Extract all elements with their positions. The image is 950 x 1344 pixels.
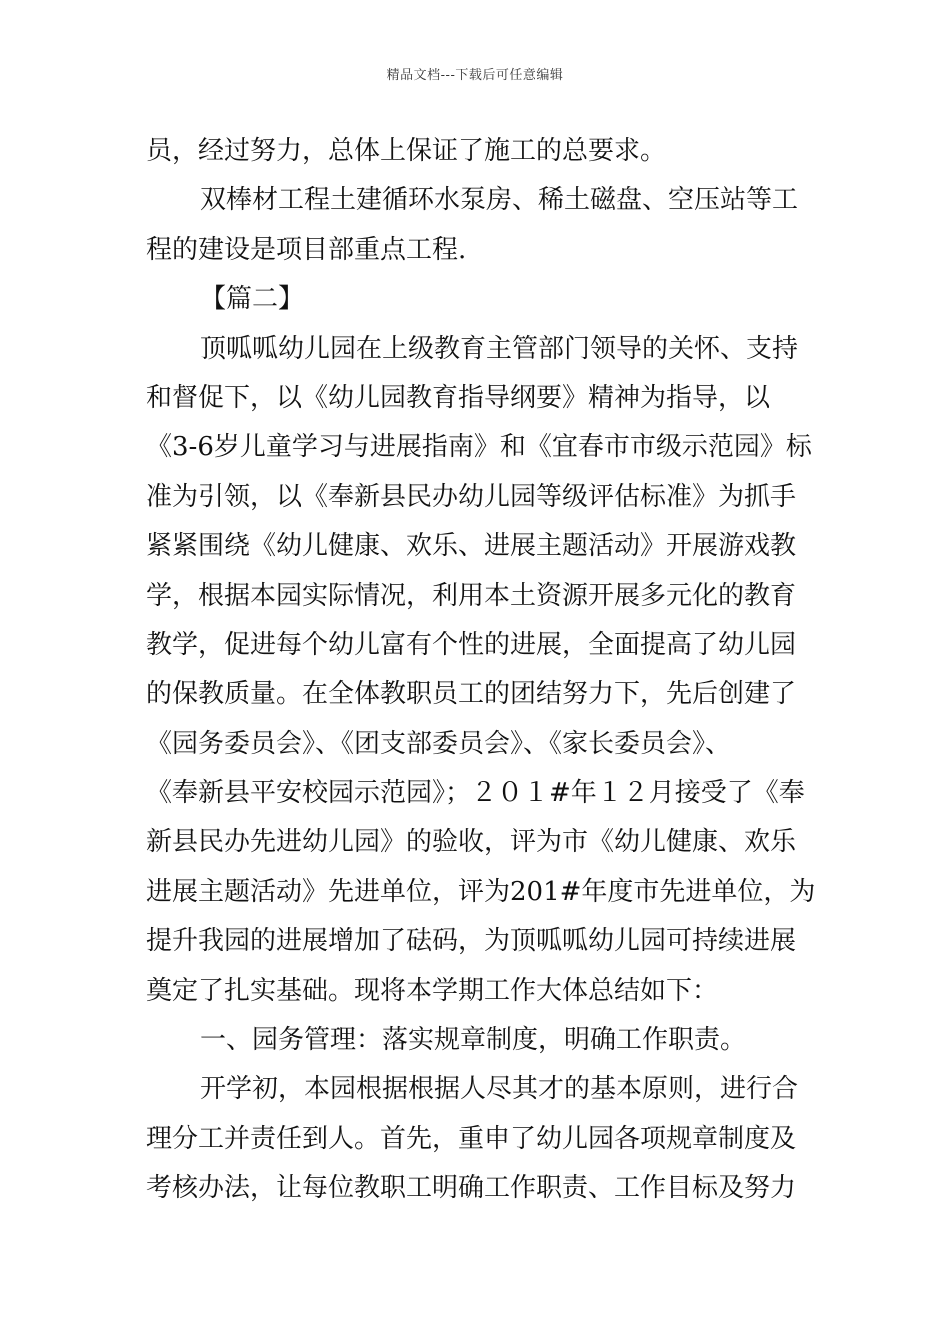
- subsection-heading: 一、园务管理：落实规章制度，明确工作职责。: [200, 1025, 747, 1056]
- text-line: 员，经过努力，总体上保证了施工的总要求。: [146, 136, 667, 166]
- text-line: 和督促下，以《幼儿园教育指导纲要》精神为指导，以: [146, 382, 771, 413]
- section-heading: 【篇二】: [200, 284, 305, 315]
- text-line: 提升我园的进展增加了砝码，为顶呱呱幼儿园可持续进展: [146, 926, 797, 957]
- text-line: 学，根据本园实际情况，利用本土资源开展多元化的教育: [146, 580, 797, 611]
- text-line: 准为引领，以《奉新县民办幼儿园等级评估标准》为抓手: [146, 481, 797, 512]
- text-line: 进展主题活动》先进单位，评为201#年度市先进单位，为: [146, 876, 816, 907]
- text-line: 双棒材工程土建循环水泵房、稀土磁盘、空压站等工: [200, 185, 799, 216]
- page-header: 精品文档---下载后可任意编辑: [386, 68, 564, 83]
- text-line: 新县民办先进幼儿园》的验收，评为市《幼儿健康、欢乐: [146, 827, 797, 858]
- text-line: 教学，促进每个幼儿富有个性的进展，全面提高了幼儿园: [146, 629, 797, 660]
- text-line: 《3-6岁儿童学习与进展指南》和《宜春市市级示范园》标: [146, 432, 812, 463]
- text-line: 奠定了扎实基础。现将本学期工作大体总结如下：: [146, 975, 719, 1006]
- text-line: 《园务委员会》、《团支部委员会》、《家长委员会》、: [146, 728, 732, 759]
- text-line: 的保教质量。在全体教职员工的团结努力下，先后创建了: [146, 679, 797, 710]
- text-line: 开学初，本园根据根据人尽其才的基本原则，进行合: [200, 1074, 799, 1105]
- document-body: [146, 127, 826, 1214]
- text-line: 紧紧围绕《幼儿健康、欢乐、进展主题活动》开展游戏教: [146, 531, 797, 562]
- text-line: 理分工并责任到人。首先，重申了幼儿园各项规章制度及: [146, 1123, 797, 1154]
- text-line: 《奉新县平安校园示范园》；２０１#年１２月接受了《奉: [146, 778, 805, 809]
- text-line: 顶呱呱幼儿园在上级教育主管部门领导的关怀、支持: [200, 333, 799, 364]
- text-line: 考核办法，让每位教职工明确工作职责、工作目标及努力: [146, 1173, 797, 1204]
- text-line: 程的建设是项目部重点工程.: [146, 234, 467, 265]
